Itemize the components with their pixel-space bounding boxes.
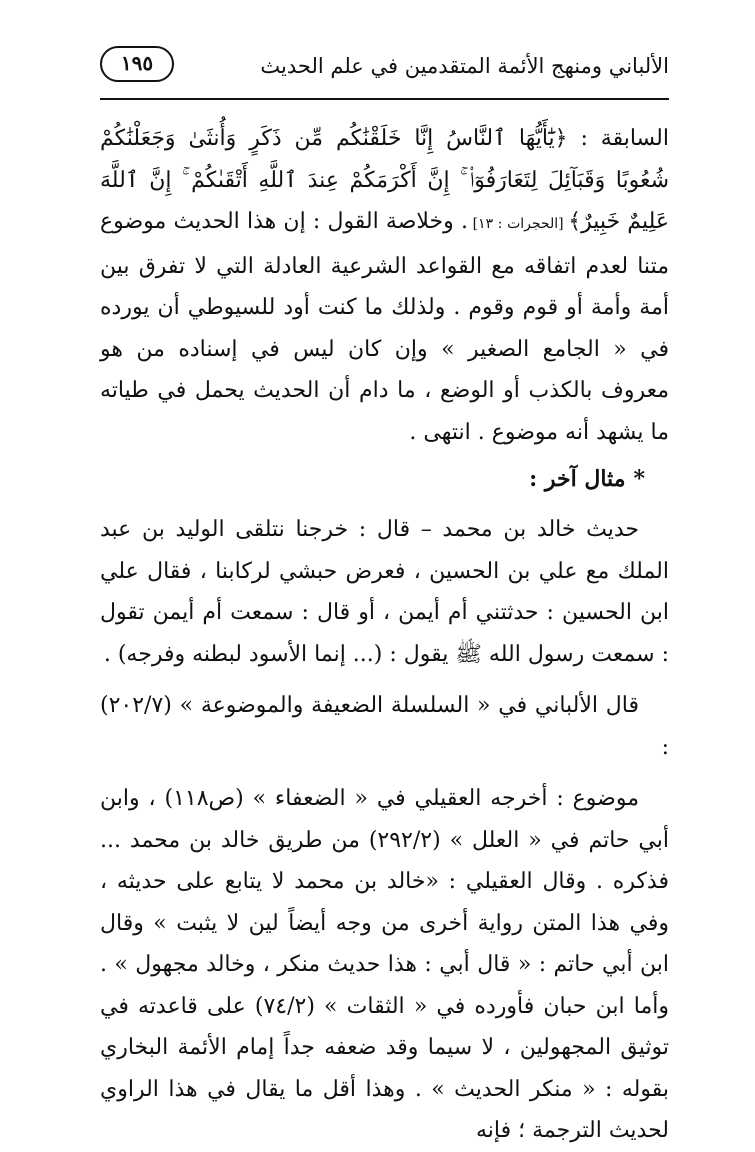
verse-citation: [الحجرات : ١٣]	[467, 216, 569, 232]
paragraph-4: موضوع : أخرجه العقيلي في « الضعفاء » (ص١١٨) ، وابن أبي حاتم في « العلل » (٢٩٢/٢) من طريق خالد بن محمد ... فذكره . وقال العقيلي : «خالد بن محمد لا يتابع على حديثه ، وفي هذا المتن رواية أخرى من وجه أيضاً لين لا يثبت » وقال ابن أبي حاتم : « قال أبي : هذا حديث منكر ، وخالد مجهول » . وأما ابن حبان فأورده في « الثقات » (٧٤/٢) على قاعدته في توثيق المجهولين ، لا سيما وقد ضعفه جداً إمام الأئمة البخاري بقوله : « منكر الحديث » . وهذا أقل ما يقال في هذا الراوي لحديث الترجمة ؛ فإنه	[100, 786, 669, 1143]
heading-star: *	[633, 466, 645, 492]
quran-verse: ﴿يَٰٓأَيُّهَا ٱلنَّاسُ إِنَّا خَلَقْنَٰكُم مِّن ذَكَرٍ وَأُنثَىٰ وَجَعَلْنَٰكُمْ شُعُوبًا وَقَبَآئِلَ لِتَعَارَفُوٓا۟ ۚ إِنَّ أَكْرَمَكُمْ عِندَ ٱللَّهِ أَتْقَىٰكُمْ ۚ إِنَّ ٱللَّهَ عَلِيمٌ خَبِيرٌ﴾	[100, 126, 669, 234]
paragraph-1	[100, 118, 669, 453]
heading-text: مثال آخر :	[529, 466, 626, 492]
header-divider	[100, 98, 669, 100]
body-text	[100, 118, 669, 1152]
running-header-title: الألباني ومنهج الأئمة المتقدمين في علم الحديث	[260, 54, 669, 78]
paragraph-1-intro: السابقة :	[567, 126, 669, 151]
running-header	[100, 46, 669, 90]
page-number: ١٩٥	[100, 46, 174, 82]
section-heading	[100, 459, 645, 499]
paragraph-1-rest: . وخلاصة القول : إن هذا الحديث موضوع متنا لعدم اتفاقه مع القواعد الشرعية العادلة التي لا تفرق بين أمة وأمة أو قوم وقوم . ولذلك ما كنت أود للسيوطي أن يورده في « الجامع الصغير » وإن كان ليس في إسناده من هو معروف بالكذب أو الوضع ، ما دام أن الحديث يحمل في طياته ما يشهد أنه موضوع . انتهى .	[100, 209, 669, 445]
paragraph-2: حديث خالد بن محمد – قال : خرجنا نتلقى الوليد بن عبد الملك مع علي بن الحسين ، فعرض حبشي لركابنا ، فقال علي ابن الحسين : حدثتني أم أيمن ، أو قال : سمعت أم أيمن تقول : سمعت رسول الله ﷺ يقول : (... إنما الأسود لبطنه وفرجه) .	[100, 517, 669, 667]
paragraph-3: قال الألباني في « السلسلة الضعيفة والموضوعة » (٢٠٢/٧) :	[100, 693, 669, 760]
